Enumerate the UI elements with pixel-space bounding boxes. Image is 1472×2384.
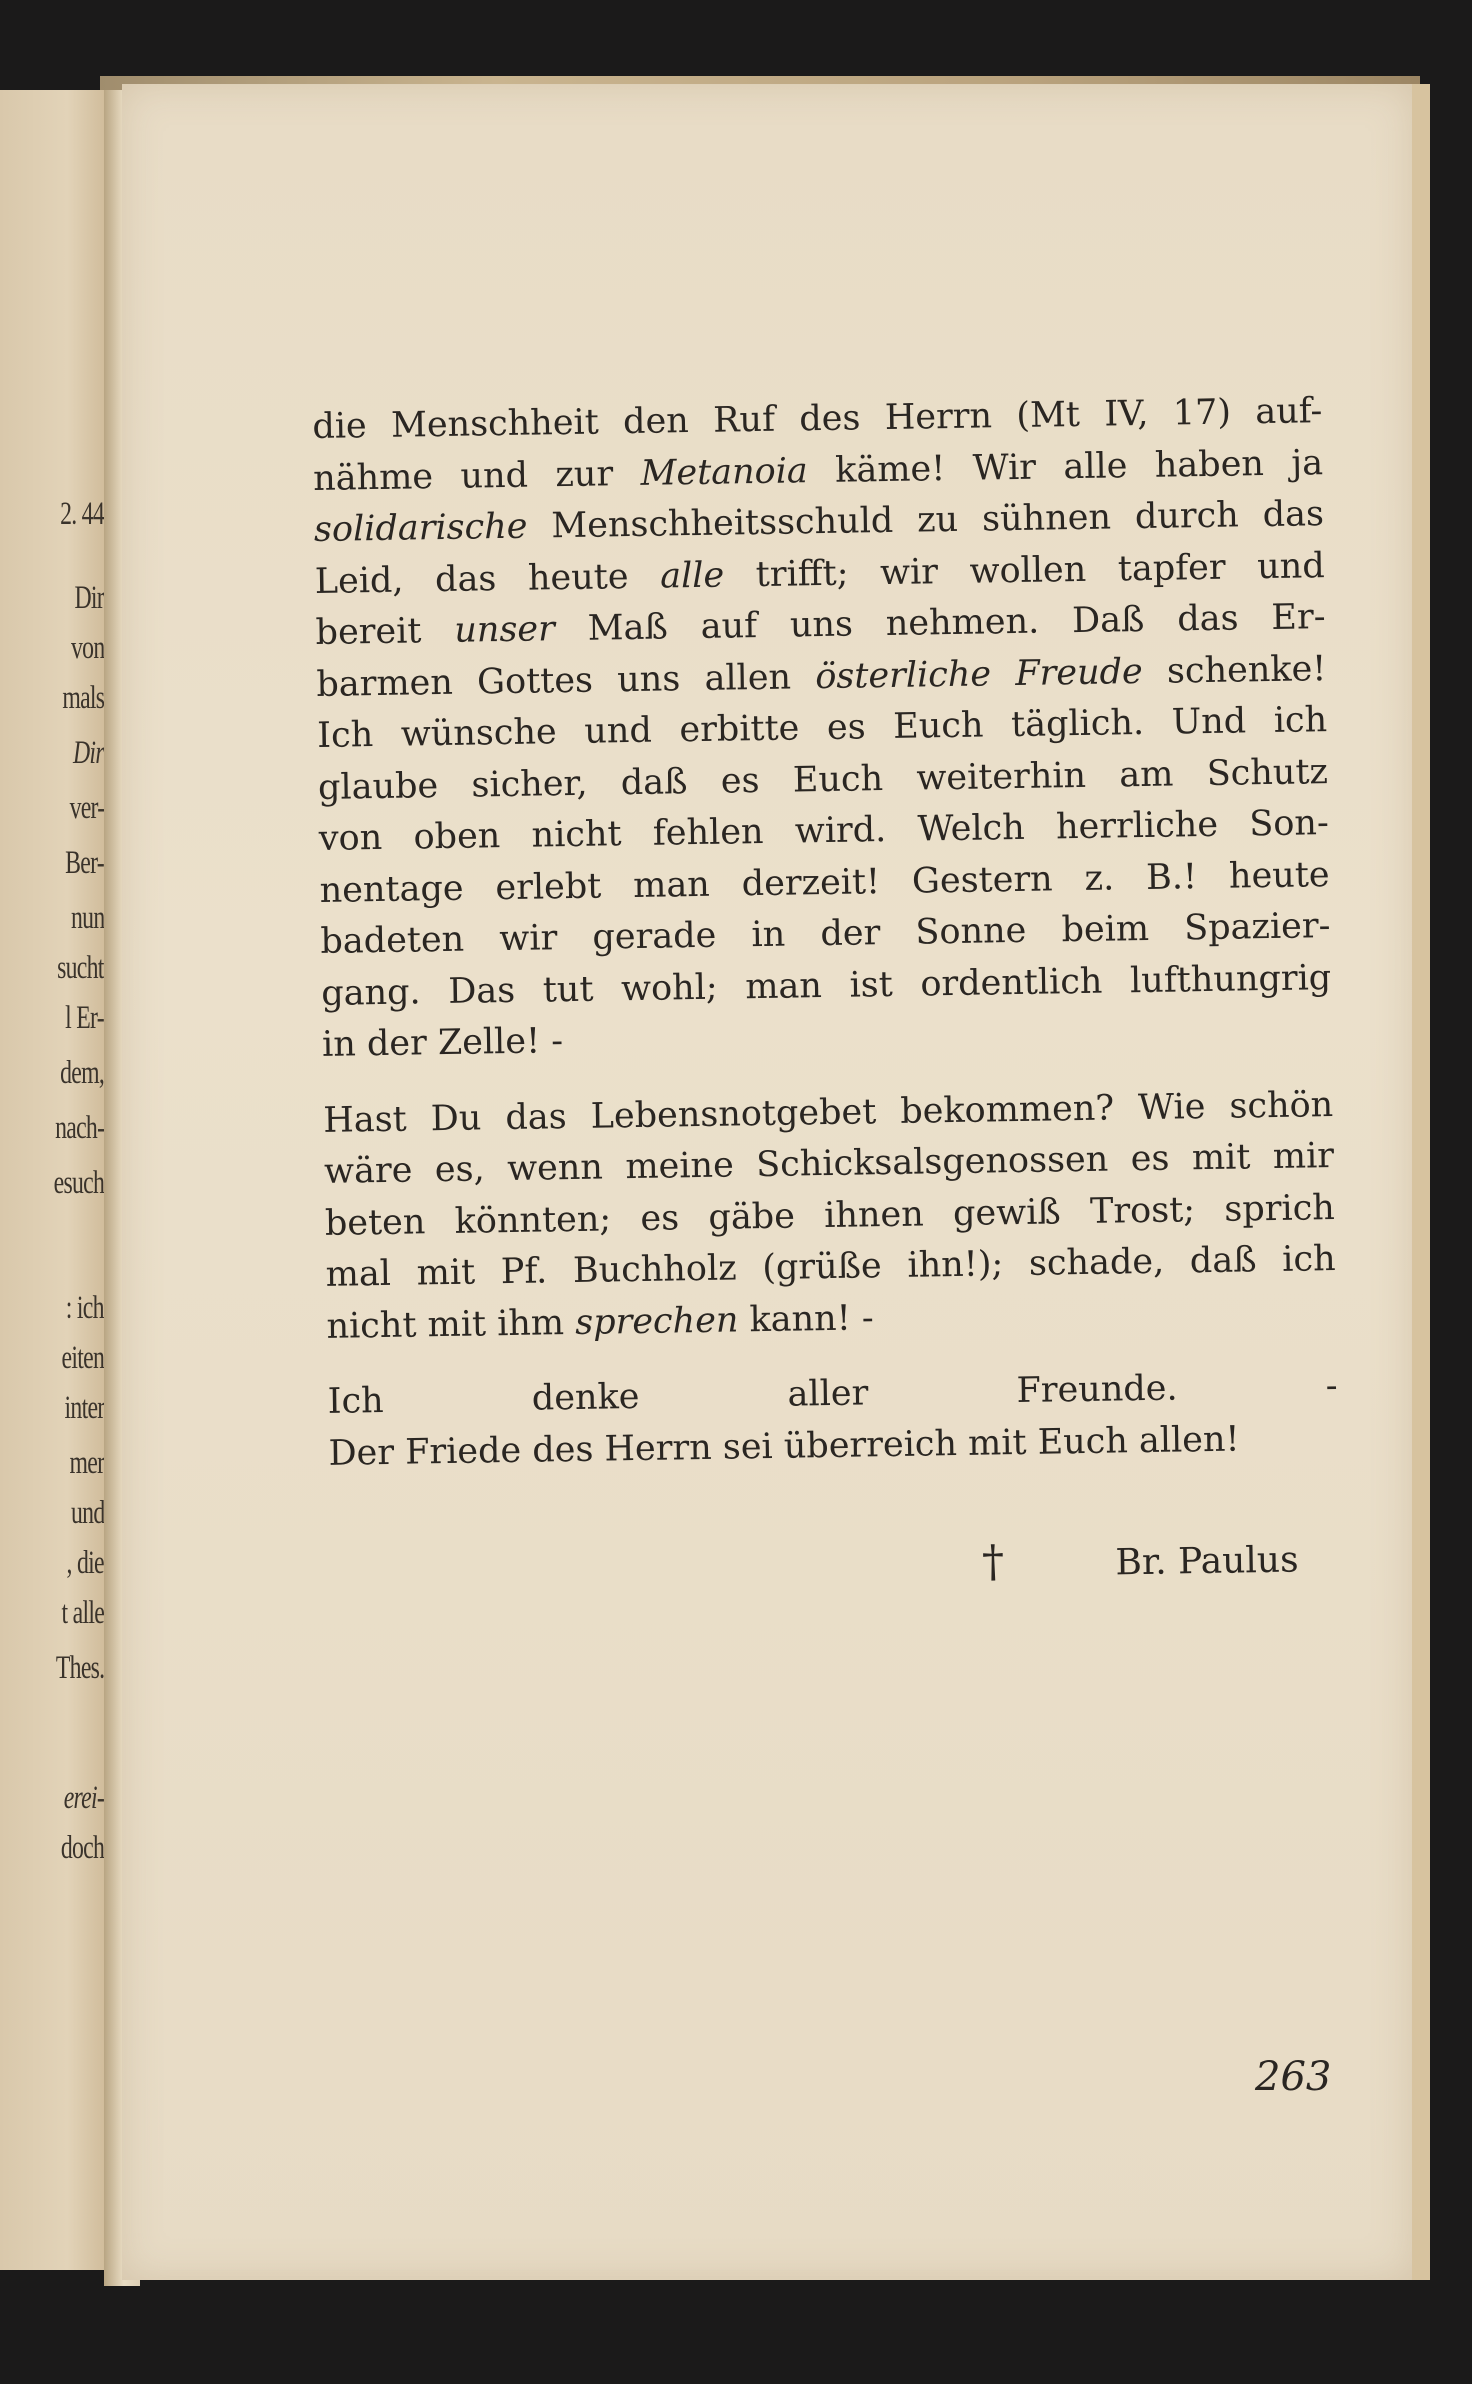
text-segment: schenke! — [1142, 648, 1327, 692]
left-page-fragment: nun — [70, 900, 104, 936]
emphasized-text: österliche Freude — [814, 651, 1144, 697]
emphasized-text: unser — [454, 609, 556, 651]
text-segment: von oben nicht fehlen wird. Welch herrliche Son- — [318, 803, 1330, 859]
text-segment: in der Zelle! - — [321, 1021, 564, 1065]
text-segment: Leid, das heute — [314, 556, 661, 602]
page-number: 263 — [1255, 2054, 1332, 2100]
text-segment: Ich denke aller Freunde. - — [327, 1366, 1338, 1422]
text-segment: kann! - — [738, 1297, 875, 1340]
text-segment: wäre es, wenn meine Schicksalsgenossen es mit mir — [323, 1136, 1335, 1192]
left-page-fragment: Dir — [74, 580, 104, 616]
emphasized-text: solidarische — [313, 506, 528, 550]
left-page-fragment: dem, — [60, 1055, 104, 1091]
right-page — [122, 84, 1430, 2280]
emphasized-text: alle — [659, 555, 725, 597]
text-segment: die Menschheit den Ruf des Herrn (Mt IV, 17) auf- — [312, 391, 1323, 447]
left-page-fragment: t alle — [61, 1595, 104, 1631]
text-segment: badeten wir gerade in der Sonne beim Spazier- — [320, 906, 1331, 962]
left-page-fragment: Dir — [73, 735, 104, 771]
text-segment: nicht mit ihm — [326, 1302, 576, 1347]
text-segment: beten könnten; es gäbe ihnen gewiß Trost; sprich — [324, 1187, 1336, 1244]
left-page-fragment: von — [70, 630, 104, 666]
emphasized-text: Metanoia — [640, 450, 809, 494]
letter-body — [312, 386, 1339, 1480]
text-segment: glaube sicher, daß es Euch weiterhin am Schutz — [317, 751, 1329, 808]
left-page-fragment: sucht — [57, 950, 104, 986]
text-segment: Ich wünsche und erbitte es Euch täglich. Und ich — [316, 700, 1328, 756]
left-page-fragment: eiten — [61, 1340, 104, 1376]
left-page-fragment: , die — [66, 1545, 104, 1581]
left-page-fragment: und — [70, 1495, 104, 1531]
left-page-fragment: mer — [69, 1445, 104, 1481]
text-segment: Hast Du das Lebensnotgebet bekommen? Wie schön — [322, 1084, 1334, 1141]
text-segment: Der Friede des Herrn sei überreich mit Euch allen! — [328, 1419, 1240, 1474]
left-page-fragment: l Er- — [65, 1000, 104, 1036]
left-page-fragment: inter — [64, 1390, 104, 1426]
left-page-fragment: erei- — [63, 1780, 104, 1816]
signature — [982, 1532, 1299, 1588]
text-segment: gang. Das tut wohl; man ist ordentlich lufthungrig — [320, 957, 1332, 1014]
signature-name: Br. Paulus — [1115, 1539, 1299, 1584]
text-segment: Menschheitsschuld zu sühnen durch das — [527, 494, 1325, 547]
left-page-fragment: Ber- — [65, 845, 104, 881]
left-page-fragment: nach- — [54, 1110, 104, 1146]
text-segment: barmen Gottes uns allen — [316, 656, 816, 705]
text-segment: käme! Wir alle haben ja — [807, 442, 1324, 491]
left-page-edge — [0, 90, 112, 2270]
text-segment: bereit — [315, 610, 455, 653]
left-page-fragment: 2. 44 — [60, 496, 104, 532]
left-page-fragment: ver- — [69, 790, 104, 826]
left-page-fragment: : ich — [66, 1290, 104, 1326]
text-segment: trifft; wir wollen tapfer und — [723, 545, 1325, 596]
left-page-fragment: esuch — [53, 1165, 104, 1201]
left-page-fragment: doch — [60, 1830, 104, 1866]
emphasized-text: sprechen — [574, 1299, 739, 1343]
text-segment: mal mit Pf. Buchholz (grüße ihn!); schade, daß ich — [325, 1239, 1336, 1295]
cross-icon: † — [981, 1536, 1005, 1588]
left-page-fragment: mals — [62, 680, 104, 716]
left-page-fragment: Thes. — [55, 1650, 104, 1686]
text-segment: nentage erlebt man derzeit! Gestern z. B.! heute — [319, 854, 1330, 911]
text-segment: nähme und zur — [312, 453, 641, 499]
text-segment: Maß auf uns nehmen. Daß das Er- — [554, 597, 1326, 650]
